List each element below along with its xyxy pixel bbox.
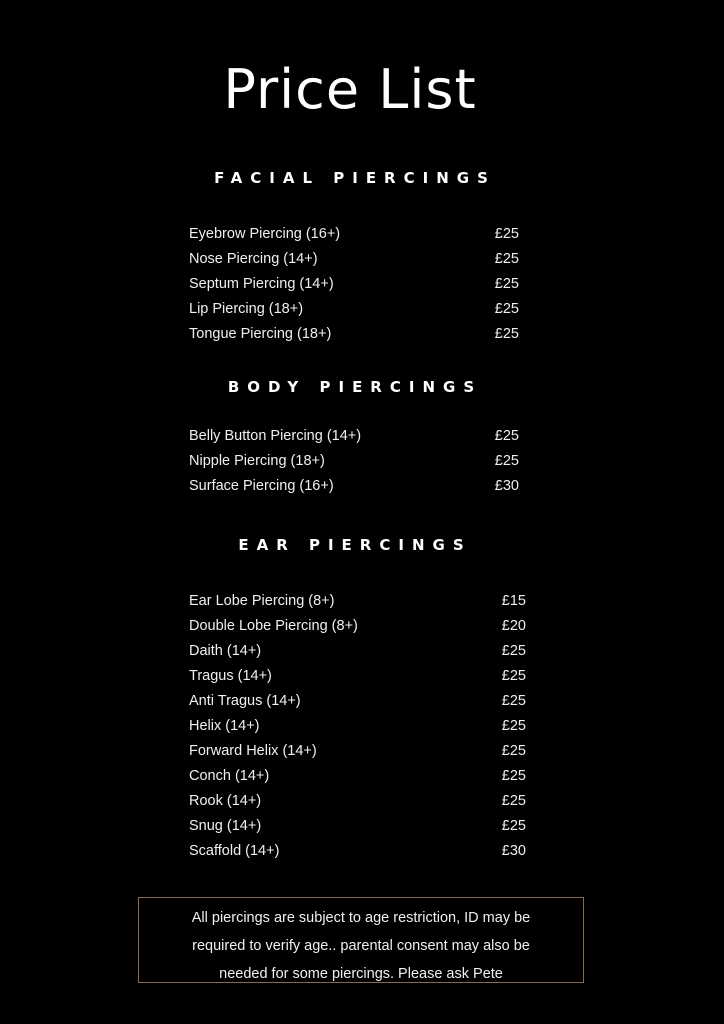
item-price: £25 [494, 326, 519, 342]
item-price: £25 [501, 693, 526, 709]
item-price: £20 [501, 618, 526, 634]
item-price: £25 [501, 818, 526, 834]
item-price: £25 [501, 643, 526, 659]
item-price: £25 [494, 276, 519, 292]
section-heading-ear: EAR PIERCINGS [238, 536, 472, 554]
item-name: Nose Piercing (14+) [189, 251, 318, 267]
item-price: £25 [494, 428, 519, 444]
item-name: Helix (14+) [189, 718, 260, 734]
item-name: Double Lobe Piercing (8+) [189, 618, 358, 634]
item-name: Snug (14+) [189, 818, 262, 834]
item-name: Nipple Piercing (18+) [189, 453, 325, 469]
item-price: £25 [501, 743, 526, 759]
age-restriction-notice [138, 897, 584, 983]
section-heading-body: BODY PIERCINGS [227, 378, 483, 396]
item-name: Septum Piercing (14+) [189, 276, 334, 292]
item-name: Tragus (14+) [189, 668, 272, 684]
item-price: £25 [501, 793, 526, 809]
item-price: £25 [494, 226, 519, 242]
item-price: £25 [501, 768, 526, 784]
item-name: Lip Piercing (18+) [189, 301, 304, 317]
item-price: £30 [494, 478, 519, 494]
item-name: Conch (14+) [189, 768, 270, 784]
item-price: £25 [494, 453, 519, 469]
notice-line: required to verify age.. parental consent may also be [192, 938, 530, 954]
item-name: Belly Button Piercing (14+) [189, 428, 362, 444]
notice-line: All piercings are subject to age restriction, ID may be [191, 910, 531, 926]
item-name: Tongue Piercing (18+) [189, 326, 332, 342]
item-name: Forward Helix (14+) [189, 743, 317, 759]
item-name: Anti Tragus (14+) [189, 693, 301, 709]
item-name: Eyebrow Piercing (16+) [189, 226, 341, 242]
item-name: Scaffold (14+) [189, 843, 280, 859]
notice-line: needed for some piercings. Please ask Pete [219, 966, 503, 982]
item-price: £25 [501, 668, 526, 684]
item-price: £25 [494, 251, 519, 267]
item-price: £30 [501, 843, 526, 859]
item-price: £15 [501, 593, 526, 609]
section-heading-facial: FACIAL PIERCINGS [214, 169, 496, 187]
item-name: Ear Lobe Piercing (8+) [189, 593, 335, 609]
item-price: £25 [501, 718, 526, 734]
item-name: Surface Piercing (16+) [189, 478, 334, 494]
item-name: Rook (14+) [189, 793, 262, 809]
page-title: Price List [223, 58, 477, 121]
item-name: Daith (14+) [189, 643, 262, 659]
item-price: £25 [494, 301, 519, 317]
